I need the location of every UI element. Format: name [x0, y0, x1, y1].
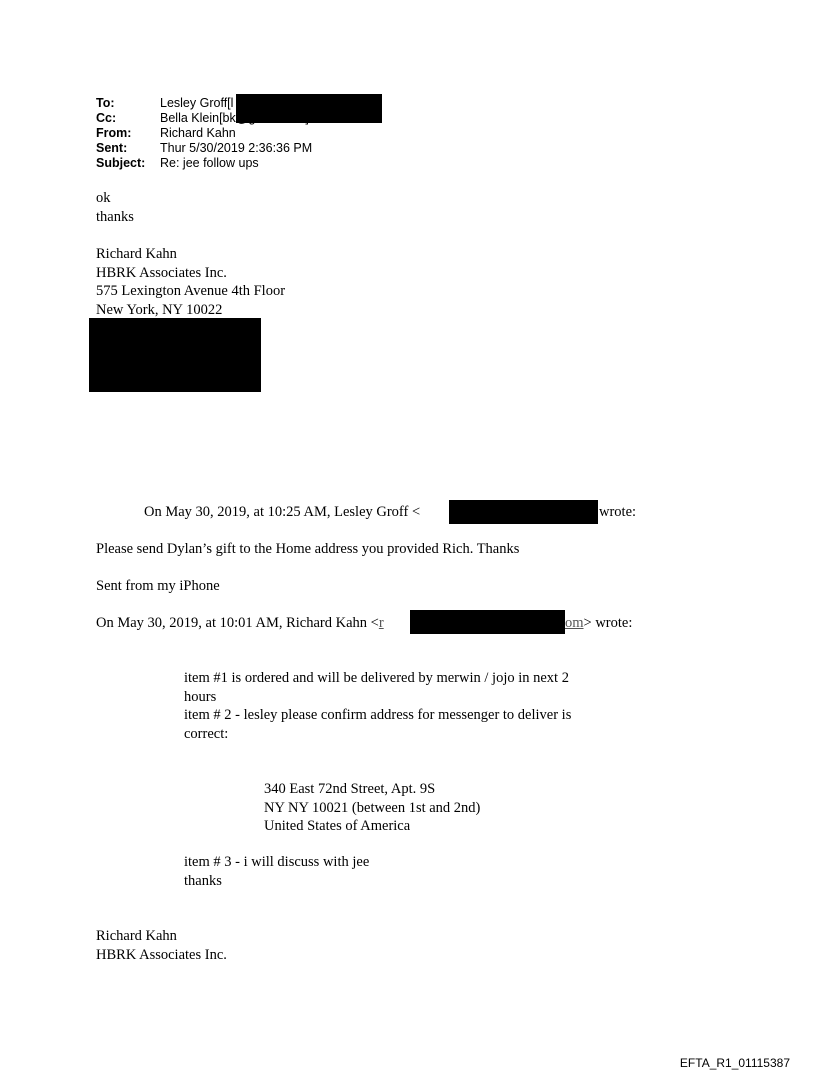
quote2-intro-prefix: On May 30, 2019, at 10:01 AM, Richard Kahn <: [96, 615, 379, 631]
quote2-items: [184, 669, 571, 743]
redaction-quote2-email: [410, 610, 565, 634]
to-value: Lesley Groff[l: [160, 96, 234, 110]
item3-line: item # 3 - i will discuss with jee: [184, 854, 370, 870]
subject-row: [96, 156, 312, 171]
reply-body: [96, 189, 134, 226]
quote2-email-link-end[interactable]: om: [565, 615, 584, 631]
cc-value: Bella Klein[bk: [160, 111, 236, 125]
quote1-intro-prefix: On May 30, 2019, at 10:25 AM, Lesley Groff <: [144, 504, 421, 520]
address-line1: 340 East 72nd Street, Apt. 9S: [264, 781, 436, 797]
document-id: EFTA_R1_01115387: [679, 1056, 790, 1070]
address-line2: NY NY 10021 (between 1st and 2nd): [264, 799, 481, 816]
item2-line2: correct:: [184, 725, 229, 742]
quote2-intro: [96, 614, 384, 633]
signature-city: New York, NY 10022: [96, 301, 223, 318]
quote2-intro-tail: [565, 614, 632, 633]
sent-value: Thur 5/30/2019 2:36:36 PM: [160, 141, 313, 155]
item2-line1: item # 2 - lesley please confirm address for messenger to deliver is: [184, 707, 572, 723]
quote2-email-link-start[interactable]: r: [378, 615, 384, 631]
item1-line1: item #1 is ordered and will be delivered by merwin / jojo in next 2: [184, 670, 569, 686]
signature-name: Richard Kahn: [96, 246, 177, 262]
quote2-thanks: thanks: [184, 872, 222, 889]
delivery-address: [264, 780, 480, 836]
to-label: To:: [96, 96, 115, 110]
quote2-closing: [184, 853, 369, 890]
sent-label: Sent:: [96, 141, 128, 155]
redaction-quote1-email: [449, 500, 598, 524]
quote2-intro-suffix: > wrote:: [583, 615, 633, 631]
subject-value: Re: jee follow ups: [160, 156, 259, 170]
cc-label: Cc:: [96, 111, 117, 125]
from-row: [96, 126, 312, 141]
sent-row: [96, 141, 312, 156]
reply-line-thanks: thanks: [96, 208, 134, 225]
signature2-block: [96, 927, 227, 964]
item1-line2: hours: [184, 688, 217, 705]
from-value: Richard Kahn: [160, 126, 236, 140]
redaction-signature: [89, 318, 261, 392]
quote1-body: Please send Dylan’s gift to the Home address you provided Rich. Thanks: [96, 541, 520, 557]
subject-label: Subject:: [96, 156, 146, 170]
reply-line-ok: ok: [96, 190, 111, 206]
signature-street: 575 Lexington Avenue 4th Floor: [96, 283, 286, 299]
signature2-company: HBRK Associates Inc.: [96, 946, 227, 963]
signature2-name: Richard Kahn: [96, 928, 177, 944]
address-line3: United States of America: [264, 818, 411, 834]
quote1-intro-suffix: wrote:: [599, 504, 637, 520]
redaction-header: [236, 94, 382, 123]
quote1-sent-from: Sent from my iPhone: [96, 578, 220, 594]
signature-company: HBRK Associates Inc.: [96, 264, 227, 281]
signature-block: [96, 245, 285, 319]
quote1-intro: [144, 503, 420, 522]
from-label: From:: [96, 126, 132, 140]
